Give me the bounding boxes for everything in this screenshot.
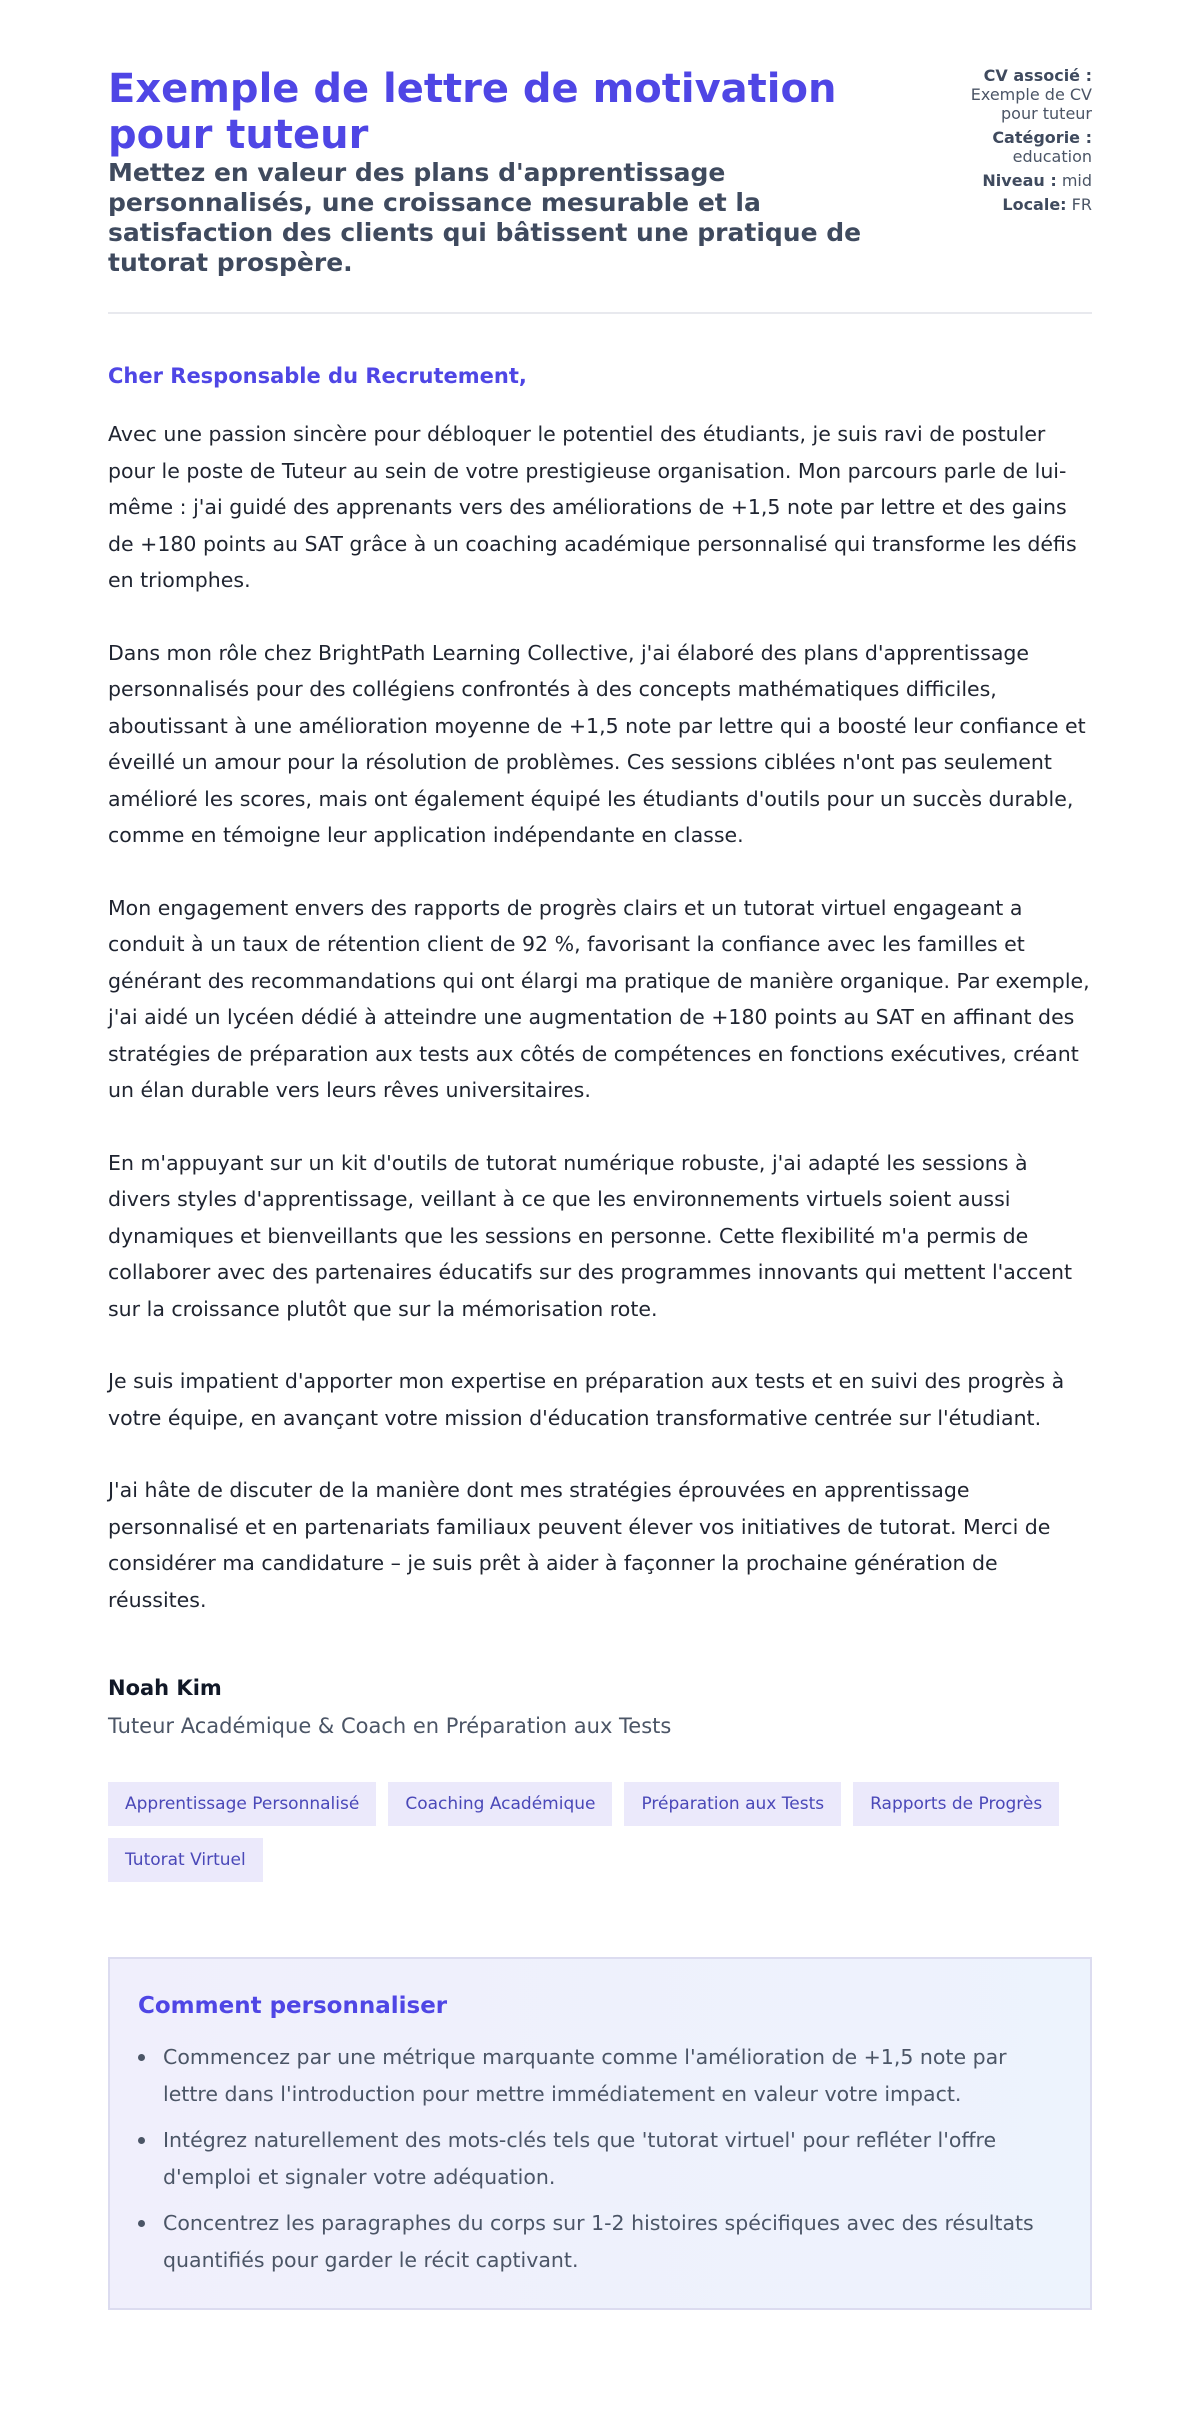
letter-paragraph: J'ai hâte de discuter de la manière dont mes stratégies éprouvées en apprentissage personnalisé et en partenariats familiaux peuvent élever vos initiatives de tutorat. Merci de considérer ma candidature – je suis prêt à aider à façonner la prochaine génération de réussites.: [108, 1478, 1051, 1612]
letter-paragraph: Mon engagement envers des rapports de progrès clairs et un tutorat virtuel engageant a conduit à un taux de rétention client de 92 %, favorisant la confiance avec les familles et générant des recommandations qui ont élargi ma pratique de manière organique. Par exemple, j'ai aidé un lycéen dédié à atteindre une augmentation de +180 points au SAT en affinant des stratégies de préparation aux tests aux côtés de compétences en fonctions exécutives, créant un élan durable vers leurs rêves universitaires.: [108, 895, 1090, 1102]
page-subtitle: Mettez en valeur des plans d'apprentissage personnalisés, une croissance mesurable et la satisfaction des clients qui bâtissent une pratique de tutorat prospère.: [108, 158, 862, 277]
bullet-icon: [138, 2220, 145, 2227]
meta-cv-value: Exemple de CV pour tuteur: [970, 85, 1092, 123]
meta-category: [952, 128, 1092, 166]
skill-tag: Préparation aux Tests: [624, 1782, 841, 1826]
tips-title: Comment personnaliser: [138, 1993, 448, 2019]
letter-paragraph: En m'appuyant sur un kit d'outils de tutorat numérique robuste, j'ai adapté les sessions à divers styles d'apprentissage, veillant à ce que les environnements virtuels soient aussi dynamiques et bienveillants que les sessions en personne. Cette flexibilité m'a permis de collaborer avec des partenaires éducatifs sur des programmes innovants qui mettent l'accent sur la croissance plutôt que sur la mémorisation rote.: [108, 1150, 1073, 1321]
tip-item: [138, 2205, 1062, 2278]
signature-name: Noah Kim: [108, 1676, 222, 1700]
signature-block: [108, 1676, 1092, 1738]
meta-locale-value: FR: [1071, 195, 1092, 214]
bullet-icon: [138, 2137, 145, 2144]
skill-tag: Coaching Académique: [388, 1782, 612, 1826]
customization-tips-box: [108, 1957, 1092, 2310]
skill-tag: Apprentissage Personnalisé: [108, 1782, 376, 1826]
page-title: Exemple de lettre de motivation pour tuteur: [108, 66, 837, 158]
header-titles: [108, 66, 888, 278]
tip-text: Commencez par une métrique marquante comme l'amélioration de +1,5 note par lettre dans l'introduction pour mettre immédiatement en valeur votre impact.: [163, 2045, 1007, 2106]
signature-title: Tuteur Académique & Coach en Préparation aux Tests: [108, 1714, 672, 1738]
letter-body: [108, 364, 1092, 1618]
tip-text: Concentrez les paragraphes du corps sur 1-2 histoires spécifiques avec des résultats quantifiés pour garder le récit captivant.: [163, 2211, 1034, 2272]
meta-locale-label: Locale:: [1002, 195, 1067, 214]
meta-level-value: mid: [1061, 171, 1092, 190]
skill-tags: [108, 1782, 1108, 1882]
letter-paragraph: Je suis impatient d'apporter mon expertise en préparation aux tests et en suivi des progrès à votre équipe, en avançant votre mission d'éducation transformative centrée sur l'étudiant.: [108, 1369, 1065, 1430]
letter-paragraph: Dans mon rôle chez BrightPath Learning Collective, j'ai élaboré des plans d'apprentissage personnalisés pour des collégiens confrontés à des concepts mathématiques difficiles, aboutissant à une amélioration moyenne de +1,5 note par lettre qui a boosté leur confiance et éveillé un amour pour la résolution de problèmes. Ces sessions ciblées n'ont pas seulement amélioré les scores, mais ont également équipé les étudiants d'outils pour un succès durable, comme en témoigne leur application indépendante en classe.: [108, 640, 1086, 847]
skill-tag: Tutorat Virtuel: [108, 1838, 263, 1882]
tip-item: [138, 2039, 1062, 2112]
meta-level: [952, 171, 1092, 190]
letter-paragraph: Avec une passion sincère pour débloquer le potentiel des étudiants, je suis ravi de postuler pour le poste de Tuteur au sein de votre prestigieuse organisation. Mon parcours parle de lui-même : j'ai guidé des apprenants vers des améliorations de +1,5 note par lettre et des gains de +180 points au SAT grâce à un coaching académique personnalisé qui transforme les défis en triomphes.: [108, 422, 1077, 592]
meta-category-label: Catégorie :: [992, 128, 1092, 147]
tips-list: [138, 2039, 1062, 2278]
skill-tag: Rapports de Progrès: [853, 1782, 1059, 1826]
tip-text: Intégrez naturellement des mots-clés tels que 'tutorat virtuel' pour refléter l'offre d'emploi et signaler votre adéquation.: [163, 2128, 997, 2189]
letter-greeting: Cher Responsable du Recrutement,: [108, 364, 527, 388]
meta-panel: [952, 66, 1092, 219]
meta-cv: [952, 66, 1092, 123]
meta-level-label: Niveau :: [982, 171, 1057, 190]
meta-locale: [952, 195, 1092, 214]
meta-category-value: education: [1012, 147, 1092, 166]
page-header: [108, 66, 1092, 314]
tip-item: [138, 2122, 1062, 2195]
bullet-icon: [138, 2054, 145, 2061]
meta-cv-label: CV associé :: [983, 66, 1092, 85]
